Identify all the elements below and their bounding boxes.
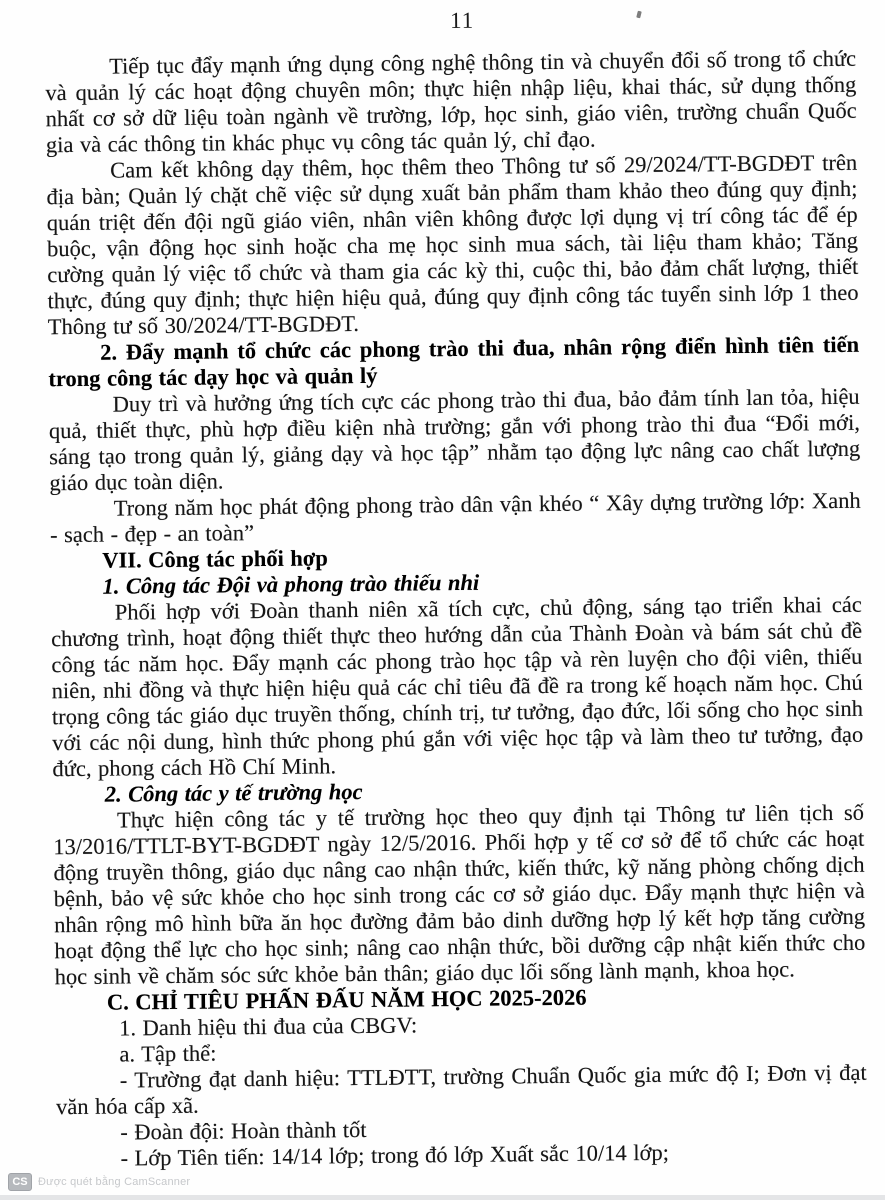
heading-1-cong-tac-doi: 1. Công tác Đội và phong trào thiếu nhi	[102, 569, 480, 599]
camscanner-logo-icon: CS	[8, 1173, 32, 1191]
paragraph-cntt-chuyen-doi-so: Tiếp tục đẩy mạnh ứng dụng công nghệ thông tin và chuyển đổi số trong tổ chức và quản lý các hoạt động chuyên môn; thực hiện nhập liệu, khai thác, sử dụng thống nhất cơ sở dữ liệu toàn ngành về trường, lớp, học sinh, giáo viên, trường chuẩn Quốc gia và các thông tin khác phục vụ công tác quản lý, chỉ đạo.	[45, 45, 857, 158]
paragraph-truong-dat-danh-hieu: - Trường đạt danh hiệu: TTLĐTT, trường Chuẩn Quốc gia mức độ I; Đơn vị đạt văn hóa cấp xã.	[55, 1059, 867, 1120]
camscanner-watermark	[8, 1173, 190, 1191]
scan-bottom-edge	[0, 1195, 885, 1200]
line-tap-the: a. Tập thể:	[119, 1040, 217, 1067]
paragraph-phoi-hop-doan-thanh-nien: Phối hợp với Đoàn thanh niên xã tích cực, chủ động, sáng tạo triển khai các chương trình, hoạt động thiết thực theo hướng dẫn của Thành Đoàn và bám sát chủ đề công tác năm học. Đẩy mạnh các phong trào học tập và rèn luyện cho đội viên, thiếu niên, nhi đồng và thực hiện hiệu quả các chỉ tiêu đã đề ra trong kế hoạch năm học. Chú trọng công tác giáo dục truyền thống, chính trị, tư tưởng, đạo đức, lối sống cho học sinh với các nội dung, hình thức phong phú gắn với việc học tập và làm theo tư tưởng, đạo đức, phong cách Hồ Chí Minh.	[50, 591, 864, 782]
paragraph-y-te-truong-hoc: Thực hiện công tác y tế trường học theo quy định tại Thông tư liên tịch số 13/2016/TTLT-BYT-BGDĐT ngày 12/5/2016. Phối hợp y tế cơ sở để tổ chức các hoạt động truyền thông, giáo dục nâng cao nhận thức, kiến thức, kỹ năng phòng chống dịch bệnh, bảo vệ sức khỏe cho học sinh trong các cơ sở giáo dục. Đẩy mạnh thực hiện và nhân rộng mô hình bữa ăn học đường đảm bảo dinh dưỡng hợp lý kết hợp tăng cường hoạt động thể lực cho học sinh; nâng cao nhận thức, bồi dưỡng cập nhật kiến thức cho học sinh về chăm sóc sức khỏe bản thân; giáo dục lối sống lành mạnh, khoa học.	[53, 799, 866, 990]
paragraph-cam-ket-day-them: Cam kết không dạy thêm, học thêm theo Thông tư số 29/2024/TT-BGDĐT trên địa bàn; Quản lý chặt chẽ việc sử dụng xuất bản phẩm tham khảo theo đúng quy định; quán triệt đến đội ngũ giáo viên, nhân viên không được lợi dụng vị trí công tác để ép buộc, vận động học sinh hoặc cha mẹ học sinh mua sách, tài liệu tham khảo; Tăng cường quản lý việc tổ chức và tham gia các kỳ thi, cuộc thi, bảo đảm chất lượng, thiết thực, đúng quy định; thực hiện hiệu quả, đúng quy định công tác tuyển sinh lớp 1 theo Thông tư số 30/2024/TT-BGDĐT.	[46, 149, 859, 340]
line-lop-tien-tien: - Lớp Tiên tiến: 14/14 lớp; trong đó lớp Xuất sắc 10/14 lớp;	[120, 1139, 670, 1171]
line-doan-doi: - Đoàn đội: Hoàn thành tốt	[120, 1116, 367, 1145]
heading-c-chi-tieu-phan-dau: C. CHỈ TIÊU PHẤN ĐẤU NĂM HỌC 2025-2026	[106, 984, 587, 1015]
paragraph-dan-van-kheo: Trong năm học phát động phong trào dân vận khéo “ Xây dựng trường lớp: Xanh - sạch - đẹp - an toàn”	[49, 487, 861, 548]
heading-phong-trao-thi-dua: 2. Đẩy mạnh tổ chức các phong trào thi đua, nhân rộng điển hình tiên tiến trong công tác dạy học và quản lý	[48, 331, 860, 392]
document-content	[45, 4, 868, 1172]
heading-2-cong-tac-y-te: 2. Công tác y tế trường học	[104, 778, 363, 807]
page-number: 11	[449, 7, 475, 34]
paragraph-duy-tri-phong-trao: Duy trì và hưởng ứng tích cực các phong trào thi đua, bảo đảm tính lan tỏa, hiệu quả, thiết thực, phù hợp điều kiện nhà trường; gắn với phong trào thi đua “Đổi mới, sáng tạo trong quản lý, giảng dạy và học tập” nhằm tạo động lực nâng cao chất lượng giáo dục toàn diện.	[48, 383, 861, 496]
heading-vii-cong-tac-phoi-hop: VII. Công tác phối hợp	[102, 545, 328, 573]
line-danh-hieu-thi-dua: 1. Danh hiệu thi đua của CBGV:	[119, 1012, 418, 1041]
camscanner-text: Được quét bằng CamScanner	[38, 1176, 191, 1188]
